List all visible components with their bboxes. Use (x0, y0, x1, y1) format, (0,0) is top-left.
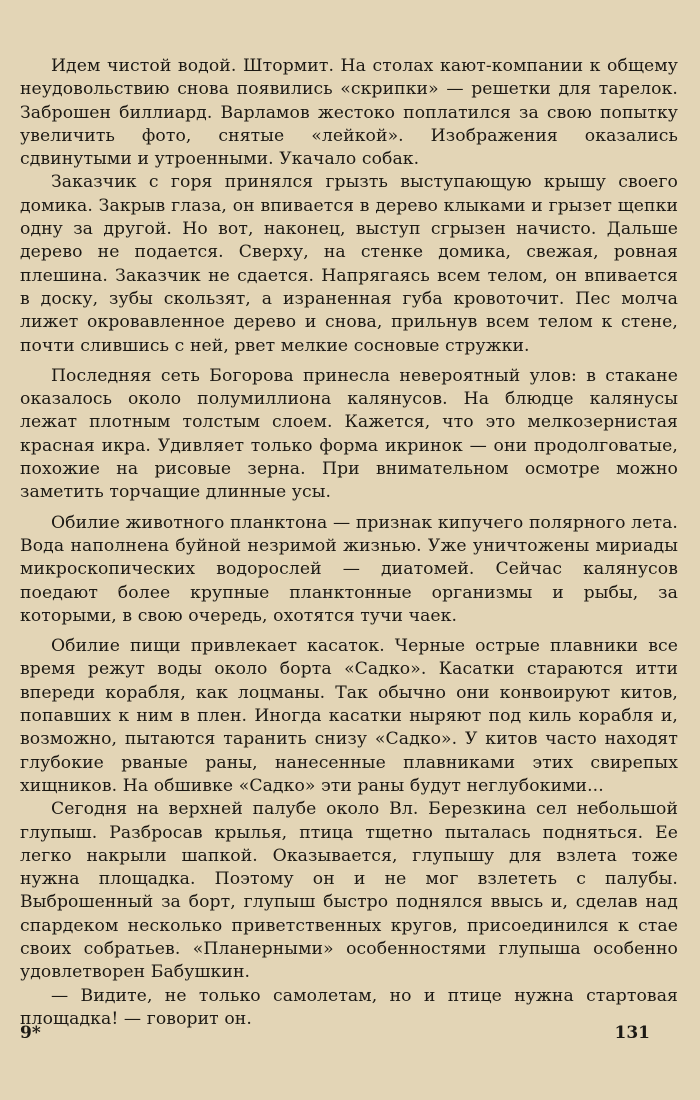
page-number: 131 (614, 1023, 650, 1043)
paragraph-7: — Видите, не только самолетам, но и птице нужна стартовая площадка! — говорит он. (20, 985, 678, 1029)
paragraph-4: Обилие животного планктона — признак кипучего полярного лета. Вода наполнена буйной незримой жизнью. Уже уничтожены мириады микроскопических водорослей — диатомей. Сейчас калянусов поедают более крупные планктонные организмы и рыбы, за которыми, в свою очередь, охотятся тучи чаек. (20, 512, 678, 626)
paragraph-1: Идем чистой водой. Штормит. На столах кают-компании к общему неудовольствию снова появились «скрипки» — решетки для тарелок. Заброшен биллиард. Варламов жестоко поплатился за свою попытку увеличить фото, снятые «лейкой». Изображения оказались сдвинутыми и утроенными. Укачало собак. (20, 56, 678, 170)
paragraph-6: Сегодня на верхней палубе около Вл. Березкина сел небольшой глупыш. Разбросав крылья, птица тщетно пыталась подняться. Ее легко накрыли шапкой. Оказывается, глупышу для взлета тоже нужна площадка. Поэтому он и не мог взлететь с палубы. Выброшенный за борт, глупыш быстро поднялся ввысь и, сделав над спардеком несколько приветственных кругов, присоединился к стае своих собратьев. «Планерными» особенностями глупыша особенно удовлетворен Бабушкин. (20, 799, 678, 983)
paragraph-2: Заказчик с горя принялся грызть выступающую крышу своего домика. Закрыв глаза, он впивается в дерево клыками и грызет щепки одну за другой. Но вот, наконец, выступ сгрызен начисто. Дальше дерево не подается. Сверху, на стенке домика, свежая, ровная плешина. Заказчик не сдается. Напрягаясь всем телом, он впивается в доску, зубы скользят, а израненная губа кровоточит. Пес молча лижет окровавленное дерево и снова, прильнув всем телом к стене, почти слившись с ней, рвет мелкие сосновые стружки. (20, 172, 678, 356)
paragraph-3: Последняя сеть Богорова принесла невероятный улов: в стакане оказалось около полумиллиона калянусов. На блюдце калянусы лежат плотным толстым слоем. Кажется, что это мелкозернистая красная икра. Удивляет только форма икринок — они продолговатые, похожие на рисовые зерна. При внимательном осмотре можно заметить торчащие длинные усы. (20, 365, 678, 503)
body-text (20, 55, 678, 1031)
book-page (20, 55, 678, 1095)
paragraph-5: Обилие пищи привлекает касаток. Черные острые плавники все время режут воды около борта «Садко». Касатки стараются итти впереди корабля, как лоцманы. Так обычно они конвоируют китов, попавших к ним в плен. Иногда касатки ныряют под киль корабля и, возможно, пытаются таранить снизу «Садко». У китов часто находят глубокие рваные раны, нанесенные плавниками этих свирепых хищников. На обшивке «Садко» эти раны будут неглубокими... (20, 636, 678, 796)
signature-mark: 9* (20, 1023, 41, 1043)
